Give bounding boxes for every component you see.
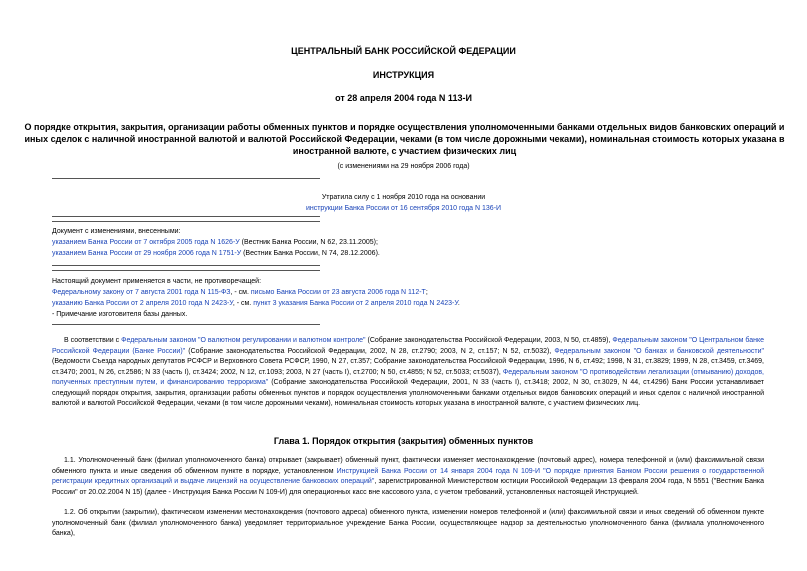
amendments-note: (с изменениями на 29 ноября 2006 года) [337,163,470,170]
paragraph-text: 1.1. Уполномоченный банк (филиал уполномоченного банка) открывает (закрывает) обменный пункт, фактически изменяет местонахождение (почтовый адрес), номера телефонной и (или) факсимильной связи обменного пункта и иные сведения об обменном пункте в порядке, установленном [52,457,764,475]
divider [52,265,320,266]
changes-item [52,248,380,259]
org-name: ЦЕНТРАЛЬНЫЙ БАНК РОССИЙСКОЙ ФЕДЕРАЦИИ [291,46,516,56]
applies-end: . [457,300,460,307]
lost-force-block [0,192,807,214]
applies-heading: Настоящий документ применяется в части, не противоречащей: [52,278,262,285]
applies-line-1 [52,287,460,298]
preamble-text: (Собрание законодательства Российской Федерации, 2003, N 50, ст.4859), [365,337,613,344]
divider [52,216,320,217]
paragraph-1-2: 1.2. Об открытии (закрытии), фактическом изменении местонахождения (почтового адреса) обменного пункта, изменении номеров телефонной и (или) факсимильной связи и иных сведений об обменном пункте уполномоченный банк (филиал уполномоченного банка) уведомляет территориальное учреждение Банка России, осуществляющее надзор за деятельностью уполномоченного банка (филиала уполномоченного банка), [52,509,764,537]
lost-force-link[interactable]: инструкции Банка России от 16 сентября 2010 года N 136-И [305,205,502,212]
change-text-1: (Вестник Банка России, N 62, 23.11.2005); [239,239,378,246]
applies-sep: , - см. [230,289,251,296]
divider [52,178,320,179]
link-instruction-109[interactable]: Инструкцией Банка России от 14 января 2004 года N 109-И "О порядке принятия Банком России решения о государственной регистрации кредитных организаций и выдаче лицензий на осуществление банковских операций" [52,467,764,485]
applies-note: - Примечание изготовителя базы данных. [52,311,188,318]
chapter-1-title: Глава 1. Порядок открытия (закрытия) обменных пунктов [273,436,534,446]
applies-end: ; [425,289,428,296]
doc-date-number: от 28 апреля 2004 года N 113-И [335,93,472,103]
preamble-text: В соответствии с [64,337,122,344]
changes-item [52,237,380,248]
doc-title: О порядке открытия, закрытия, организации работы обменных пунктов и порядке осуществления уполномоченными банками отдельных видов банковских операций и иных сделок с наличной иностранной валютой и валютой Российской Федерации, чеками (в том числе дорожными чеками), номинальная стоимость которых указана в иностранной валюте, с участием физических лиц [24,122,785,156]
changes-heading: Документ с изменениями, внесенными: [52,228,181,235]
link-currency-law[interactable]: Федеральным законом "О валютном регулировании и валютном контроле" [121,337,366,344]
divider [52,221,320,222]
preamble-text: (Собрание законодательства Российской Федерации, 2001, N 33 (часть I), ст.3418; 2002, N 30, ст.3029, N 44, ст.4296) Банк России устанавливает следующий порядок открытия, закрытия, организации работы обменных пунктов и порядок осуществления уполномоченными банками отдельных видов банковских операций и иных сделок с наличной иностранной валютой и валютой Российской Федерации, чеками (в том числе дорожными чеками), номинальная стоимость которых указана в иностранной валюте, с участием физических лиц. [52,379,764,407]
preamble-paragraph [52,336,764,410]
divider [52,324,320,325]
paragraph-text: , зарегистрированной Министерством юстиции Российской Федерации 13 февраля 2004 года, N 5551 ("Вестник Банка России" от 20.02.2004 N 15) (далее - Инструкция Банка России N 109-И) для операционных касс вне кассового узла, с учетом требований, установленных настоящей Инструкцией. [52,478,764,496]
changes-block [52,226,380,259]
link-central-bank-law[interactable]: Федеральным законом "О Центральном банке Российской Федерации (Банке России)" [52,337,765,355]
applies-sep: , - см. [232,300,254,307]
divider [52,270,320,271]
change-link-2[interactable]: указанием Банка России от 29 ноября 2006 года N 1751-У [52,250,242,257]
change-link-1[interactable]: указанием Банка России от 7 октября 2005 года N 1626-У [52,239,240,246]
link-banks-law[interactable]: Федеральным законом "О банках и банковской деятельности" [554,347,764,355]
lost-force-text: Утратила силу с 1 ноября 2010 года на основании [321,194,486,201]
preamble-text: (Собрание законодательства Российской Федерации, 2002, N 28, ст.2790; 2003, N 2, ст.157; N 52, ст.5032), [185,347,555,355]
applies-link-directive[interactable]: указанию Банка России от 2 апреля 2010 года N 2423-У [52,300,233,307]
applies-link-letter[interactable]: письмо Банка России от 23 августа 2006 года N 112-Т [250,289,426,296]
preamble-text: (Ведомости Съезда народных депутатов РСФСР и Верховного Совета РСФСР, 1990, N 27, ст.357; Собрание законодательства Российской Федерации, 1996, N 6, ст.492; 1998, N 31, ст.3829; 1999, N 28, ст.3459, ст.3469, ст.3470; 2001, N 26, ст.2586; N 33 (часть I), ст.3424; 2002, N 12, ст.1093; 2003, N 27 (часть I), ст.2700; N 50, ст.4855; N 52, ст.5033; ст.5037), [52,358,764,376]
doc-type: ИНСТРУКЦИЯ [372,70,435,80]
change-text-2: (Вестник Банка России, N 74, 28.12.2006). [241,250,380,257]
applies-line-2 [52,298,460,309]
applies-link-point3[interactable]: пункт 3 указания Банка России от 2 апреля 2010 года N 2423-У [253,300,458,307]
applies-block [52,276,460,320]
applies-link-law[interactable]: Федеральному закону от 7 августа 2001 года N 115-ФЗ [52,289,231,296]
paragraph-1-1 [52,456,764,498]
link-aml-law[interactable]: Федеральным законом "О противодействии легализации (отмыванию) доходов, полученных преступным путем, и финансированию терроризма" [52,368,765,386]
